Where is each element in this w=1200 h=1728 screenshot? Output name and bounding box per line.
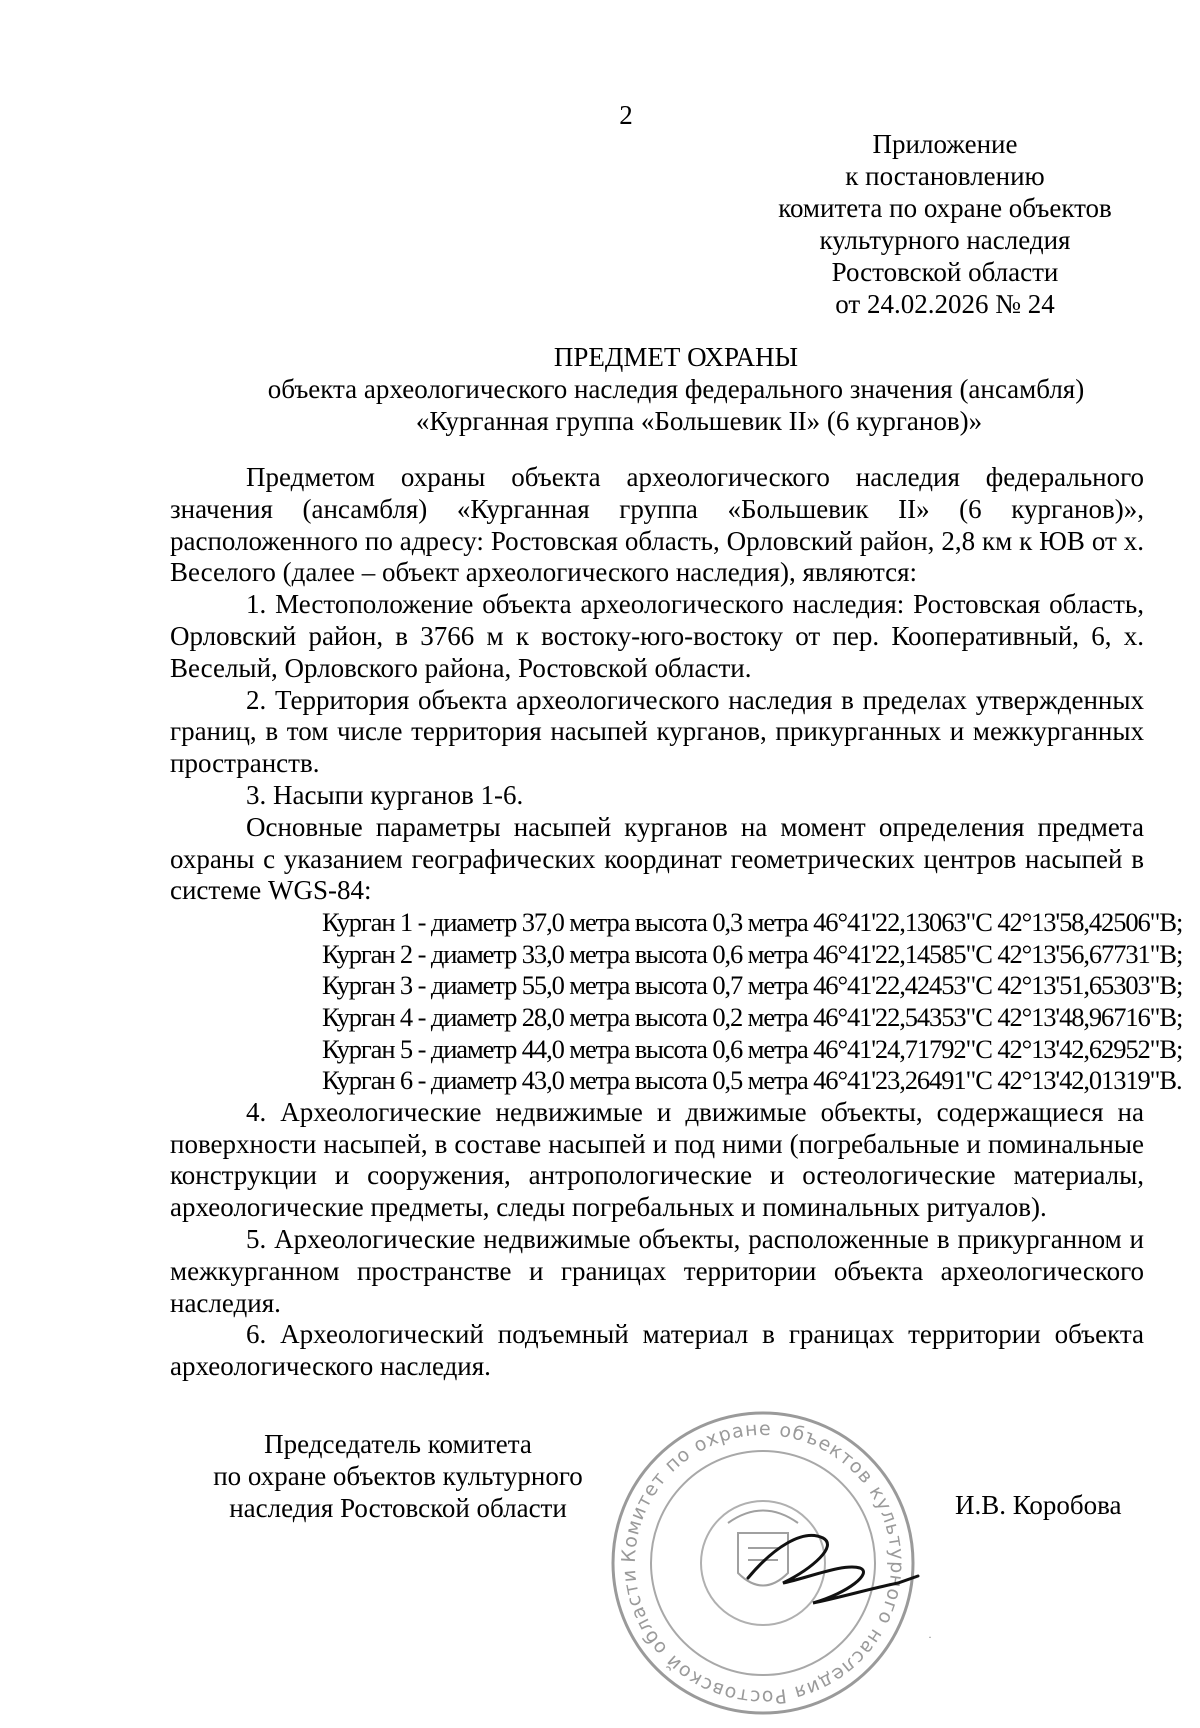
page-number: 2 — [619, 100, 633, 130]
official-seal-stamp — [598, 1398, 928, 1728]
appendix-block — [745, 128, 1145, 320]
appendix-line: к постановлению — [845, 161, 1045, 191]
params-paragraph: Основные параметры насыпей курганов на момент определения предмета охраны с указанием географических координат геометрических центров насыпей в системе WGS-84: — [170, 811, 1144, 906]
appendix-date-number: от 24.02.2026 № 24 — [835, 289, 1055, 319]
item-4-paragraph: 4. Археологические недвижимые и движимые объекты, содержащиеся на поверхности насыпей, в составе насыпей и под ними (погребальные и поминальные конструкции и сооружения, антропологические и остеологические материалы, археологические предметы, следы погребальных и поминальных ритуалов). — [170, 1096, 1144, 1223]
item-6-paragraph: 6. Археологический подъемный материал в границах территории объекта археологического наследия. — [170, 1319, 1144, 1382]
stray-dot: · — [928, 1630, 932, 1644]
coat-of-arms-icon — [728, 1511, 798, 1586]
kurgan-row: Курган 5 - диаметр 44,0 метра высота 0,6 метра 46°41'24,71792"С 42°13'42,62952"В; — [322, 1033, 1183, 1064]
title-object-name: «Курганная группа «Большевик II» (6 курганов)» — [415, 406, 983, 436]
kurgan-row: Курган 2 - диаметр 33,0 метра высота 0,6 метра 46°41'22,14585"С 42°13'56,67731"В; — [322, 938, 1183, 969]
kurgan-row: Курган 1 - диаметр 37,0 метра высота 0,3 метра 46°41'22,13063"С 42°13'58,42506"В; — [322, 907, 1183, 938]
intro-paragraph: Предметом охраны объекта археологического наследия федерального значения (ансамбля) «Курганная группа «Большевик II» (6 курганов)», расположенного по адресу: Ростовская область, Орловский район, 2,8 км к ЮВ от х. Веселого (далее – объект археологического наследия), являются: — [170, 462, 1144, 588]
title-heading: ПРЕДМЕТ ОХРАНЫ — [553, 342, 799, 372]
signature-title-line: по охране объектов культурного — [213, 1461, 583, 1491]
seal-circular-text: Комитет по охране объектов культурного наследия Ростовской области — [617, 1417, 909, 1709]
signature-title-line: Председатель комитета — [264, 1429, 532, 1459]
kurgan-row: Курган 6 - диаметр 43,0 метра высота 0,5 метра 46°41'23,26491"С 42°13'42,01319"В. — [322, 1065, 1182, 1096]
document-body — [170, 462, 1183, 1383]
appendix-line: Приложение — [872, 129, 1018, 159]
signer-name: И.В. Коробова — [955, 1490, 1122, 1520]
kurgan-list — [170, 907, 1183, 1097]
appendix-line: Ростовской области — [831, 257, 1059, 287]
title-subline: объекта археологического наследия федерального значения (ансамбля) — [267, 374, 1085, 404]
signature-title — [188, 1428, 608, 1524]
appendix-line: культурного наследия — [819, 225, 1071, 255]
kurgan-row: Курган 4 - диаметр 28,0 метра высота 0,2 метра 46°41'22,54353"С 42°13'48,96716"В; — [322, 1001, 1183, 1032]
document-title — [170, 341, 1182, 437]
signature-title-line: наследия Ростовской области — [229, 1493, 567, 1523]
item-1-paragraph: 1. Местоположение объекта археологического наследия: Ростовская область, Орловский район, в 3766 м к востоку-юго-востоку от пер. Кооперативный, 6, х. Веселый, Орловского района, Ростовской области. — [170, 589, 1144, 683]
kurgan-row: Курган 3 - диаметр 55,0 метра высота 0,7 метра 46°41'22,42453"С 42°13'51,65303"В; — [322, 970, 1183, 1001]
appendix-line: комитета по охране объектов — [778, 193, 1112, 223]
item-5-paragraph: 5. Археологические недвижимые объекты, расположенные в прикурганном и межкурганном пространстве и границах территории объекта археологического наследия. — [170, 1223, 1144, 1318]
item-3-paragraph: 3. Насыпи курганов 1-6. — [246, 779, 524, 810]
item-2-paragraph: 2. Территория объекта археологического наследия в пределах утвержденных границ, в том числе территория насыпей курганов, прикурганных и межкурганных пространств. — [170, 684, 1144, 779]
